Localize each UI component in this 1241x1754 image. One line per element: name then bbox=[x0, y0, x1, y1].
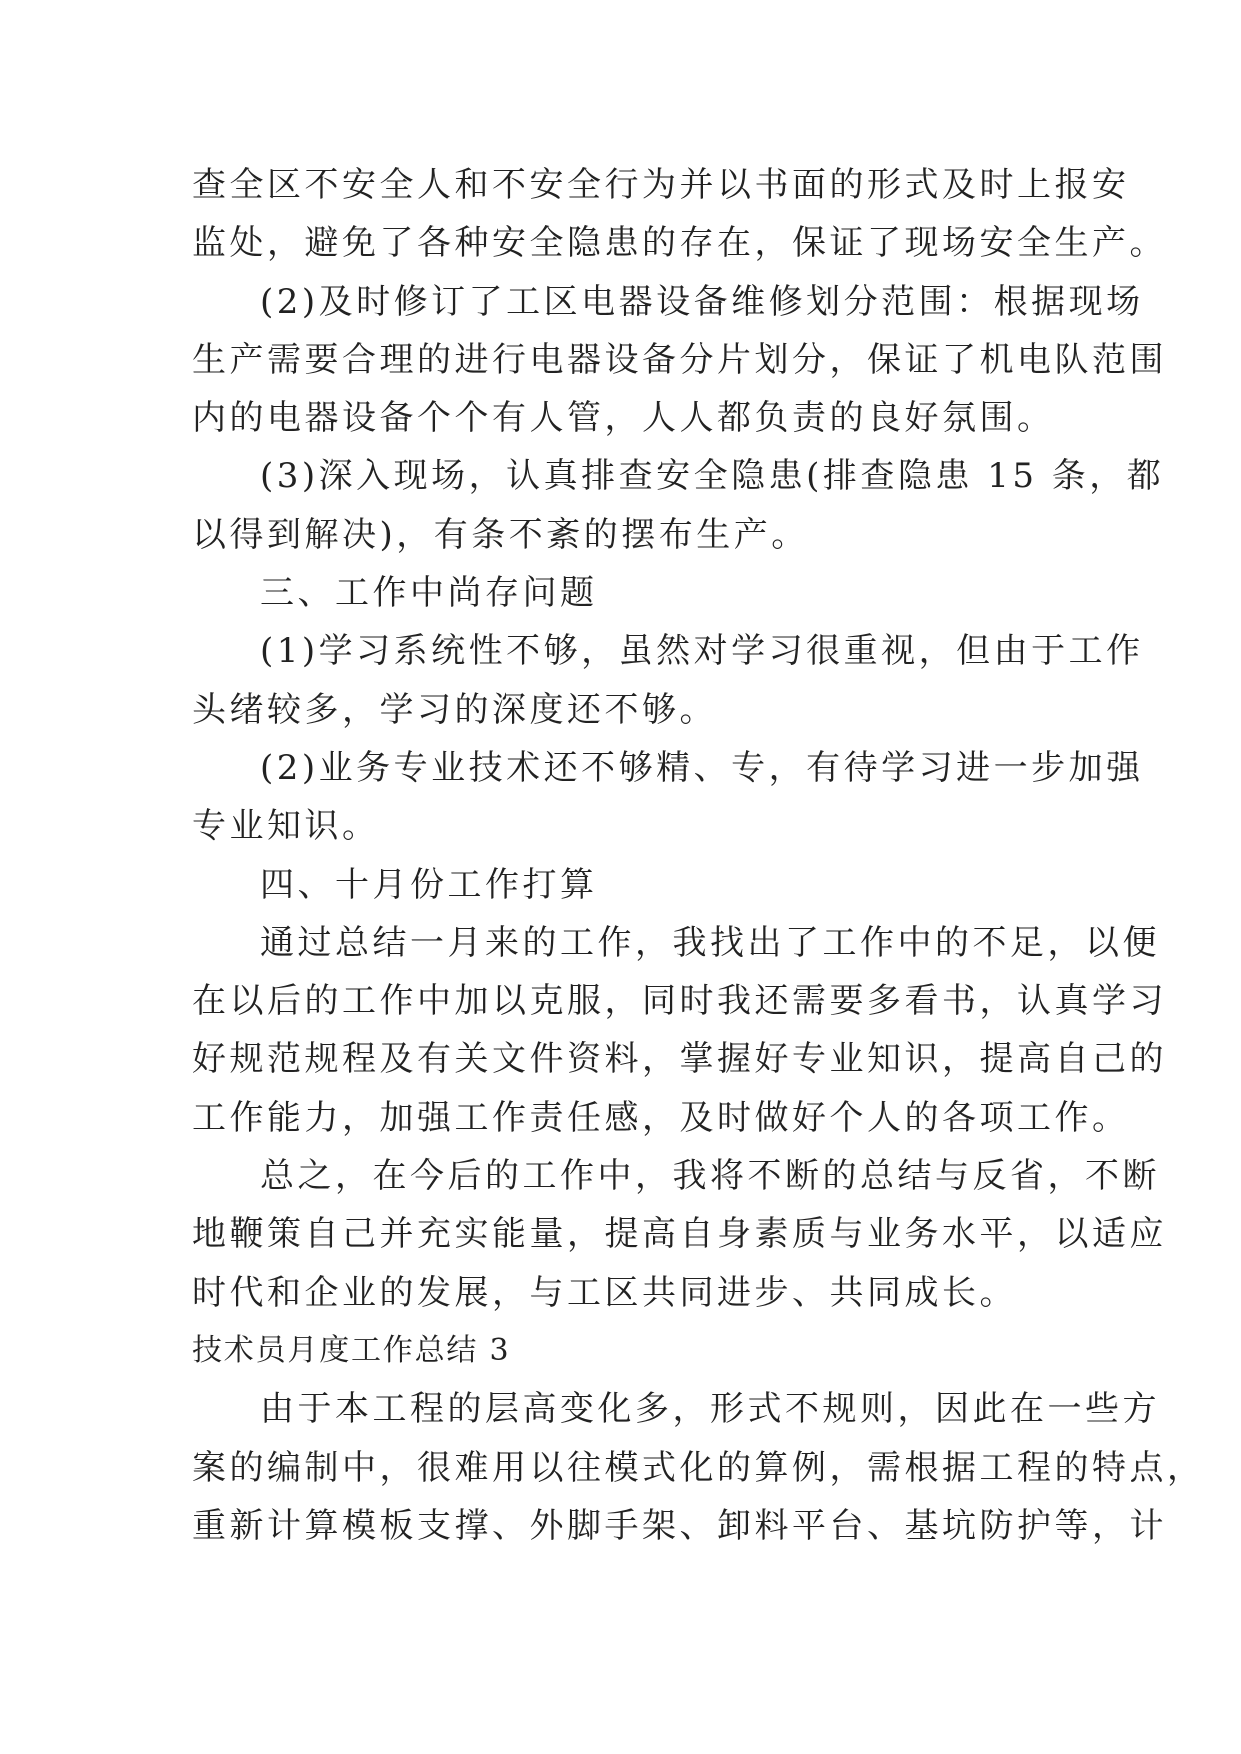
paragraph-start-line: (1)学习系统性不够，虽然对学习很重视，但由于工作 bbox=[260, 631, 1144, 672]
paragraph-start-line: 总之，在今后的工作中，我将不断的总结与反省，不断 bbox=[260, 1156, 1160, 1197]
body-line: 地鞭策自己并充实能量，提高自身素质与业务水平，以适应 bbox=[192, 1214, 1167, 1255]
body-line: 生产需要合理的进行电器设备分片划分，保证了机电队范围 bbox=[192, 339, 1167, 380]
paragraph-start-line: (3)深入现场，认真排查安全隐患(排查隐患 15 条，都 bbox=[260, 456, 1165, 497]
body-line: 案的编制中，很难用以往模式化的算例，需根据工程的特点， bbox=[192, 1447, 1205, 1488]
body-line: 监处，避免了各种安全隐患的存在，保证了现场安全生产。 bbox=[192, 223, 1167, 264]
body-line: 以得到解决)，有条不紊的摆布生产。 bbox=[192, 514, 809, 555]
paragraph-start-line: (2)业务专业技术还不够精、专，有待学习进一步加强 bbox=[260, 747, 1144, 788]
body-line: 查全区不安全人和不安全行为并以书面的形式及时上报安 bbox=[192, 165, 1130, 205]
article-title: 技术员月度工作总结 3 bbox=[192, 1332, 511, 1368]
body-line: 在以后的工作中加以克服，同时我还需要多看书，认真学习 bbox=[192, 981, 1167, 1022]
body-line: 工作能力，加强工作责任感，及时做好个人的各项工作。 bbox=[192, 1097, 1130, 1138]
body-line: 内的电器设备个个有人管，人人都负责的良好氛围。 bbox=[192, 398, 1055, 439]
body-line: 重新计算模板支撑、外脚手架、卸料平台、基坑防护等，计 bbox=[192, 1505, 1167, 1546]
body-line: 时代和企业的发展，与工区共同进步、共同成长。 bbox=[192, 1272, 1017, 1313]
body-line: 头绪较多，学习的深度还不够。 bbox=[192, 689, 717, 730]
section-heading: 三、工作中尚存问题 bbox=[260, 573, 598, 614]
paragraph-start-line: 由于本工程的层高变化多，形式不规则，因此在一些方 bbox=[260, 1389, 1160, 1430]
paragraph-start-line: 通过总结一月来的工作，我找出了工作中的不足，以便 bbox=[260, 922, 1160, 963]
body-line: 专业知识。 bbox=[192, 806, 380, 847]
document-body bbox=[192, 156, 1205, 1555]
section-heading: 四、十月份工作打算 bbox=[260, 864, 598, 905]
body-line: 好规范规程及有关文件资料，掌握好专业知识，提高自己的 bbox=[192, 1039, 1167, 1080]
paragraph-start-line: (2)及时修订了工区电器设备维修划分范围：根据现场 bbox=[260, 281, 1144, 322]
